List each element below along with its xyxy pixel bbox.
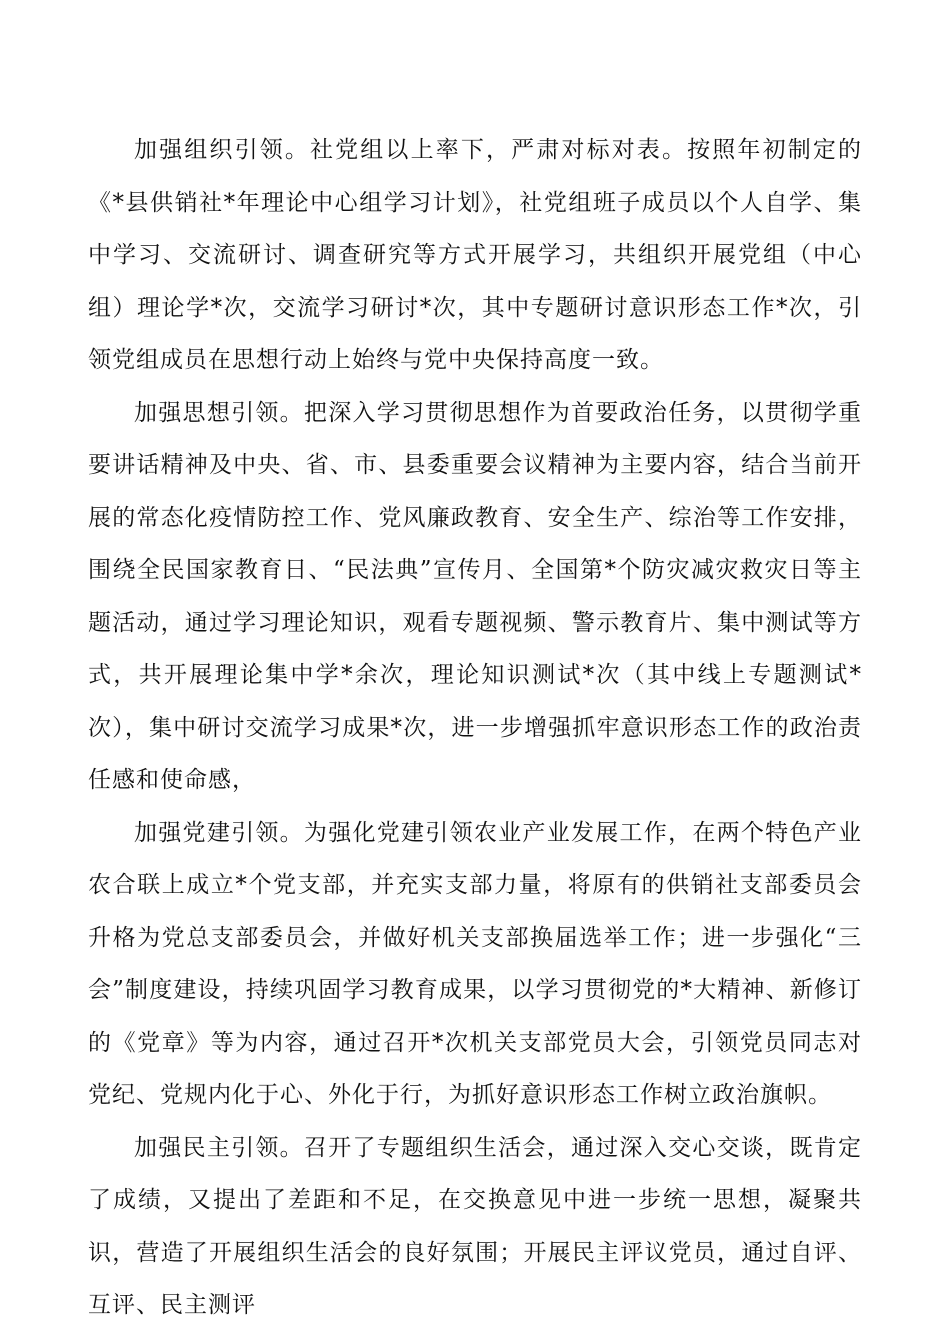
- paragraph-ideological-leadership: 加强思想引领。把深入学习贯彻思想作为首要政治任务，以贯彻学重要讲话精神及中央、省、市、县委重要会议精神为主要内容，结合当前开展的常态化疫情防控工作、党风廉政教育、安全生产、综治等工作安排，围绕全民国家教育日、“民法典”宣传月、全国第*个防灾减灾救灾日等主题活动，通过学习理论知识，观看专题视频、警示教育片、集中测试等方式，共开展理论集中学*余次，理论知识测试*次（其中线上专题测试*次），集中研讨交流学习成果*次，进一步增强抓牢意识形态工作的政治责任感和使命感，: [88, 399, 862, 793]
- document-body: [88, 124, 862, 1332]
- paragraph-organization-leadership: 加强组织引领。社党组以上率下，严肃对标对表。按照年初制定的《*县供销社*年理论中心组学习计划》，社党组班子成员以个人自学、集中学习、交流研讨、调查研究等方式开展学习，共组织开展党组（中心组）理论学*次，交流学习研讨*次，其中专题研讨意识形态工作*次，引领党组成员在思想行动上始终与党中央保持高度一致。: [88, 137, 862, 373]
- paragraph-democratic-leadership: 加强民主引领。召开了专题组织生活会，通过深入交心交谈，既肯定了成绩，又提出了差距和不足，在交换意见中进一步统一思想，凝聚共识，营造了开展组织生活会的良好氛围；开展民主评议党员，通过自评、互评、民主测评: [88, 1134, 862, 1318]
- paragraph-party-building-leadership: 加强党建引领。为强化党建引领农业产业发展工作，在两个特色产业农合联上成立*个党支部，并充实支部力量，将原有的供销社支部委员会升格为党总支部委员会，并做好机关支部换届选举工作；进一步强化“三会”制度建设，持续巩固学习教育成果，以学习贯彻党的*大精神、新修订的《党章》等为内容，通过召开*次机关支部党员大会，引领党员同志对党纪、党规内化于心、外化于行，为抓好意识形态工作树立政治旗帜。: [88, 819, 862, 1108]
